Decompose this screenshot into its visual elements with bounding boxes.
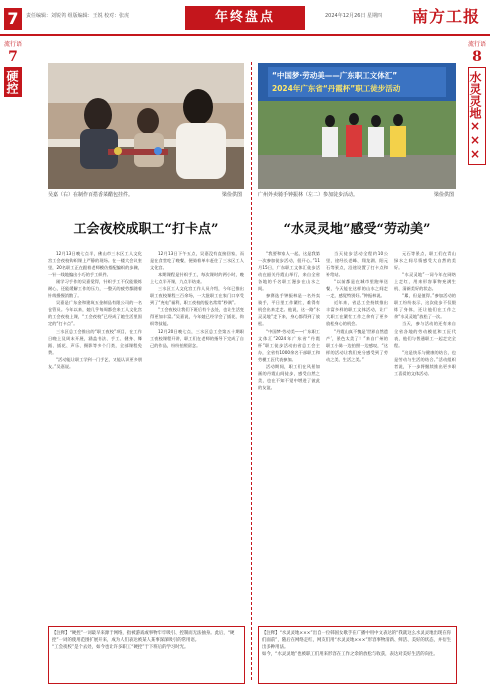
- paragraph: 当天，参与活动的还有来自全省各地的劳动模范和工匠代表，他们与普通职工一起走完全程。: [394, 321, 456, 348]
- note-paragraph: “工会夜校”是个去处，如今也让许多职工“硬控”于下班后的学习时光。: [52, 645, 189, 650]
- right-article-col3: [394, 250, 456, 622]
- page-header: [0, 0, 490, 40]
- paragraph: 吴嘉是广东金和建筑五金制品有限公司的一名仓管员。今年以来，她几乎每周都会来工人文化宫的工会夜校上课，“工会夜校”已经成了她生活里固定的“打卡点”。: [48, 300, 142, 327]
- right-photo-credit: 梁俭供图: [434, 192, 455, 198]
- workshop-photo-illustration: [48, 63, 244, 189]
- hiking-photo-illustration: [258, 63, 456, 189]
- paragraph: 12月20日晚七点，三水区总工会第五十期职工夜校课程开讲，职工们在老师的指导下完成了自己的作品，纷纷拍照留念。: [150, 328, 244, 348]
- paragraph: 本期课程是针织手工，每次课时约两小时，晚上七点半开课，九点半结束。: [150, 272, 244, 285]
- paragraph: “活动能让职工学到一门手艺，又能认识更多朋友。”吴嘉说。: [48, 356, 142, 369]
- right-article-title: “水灵灵地”感受“劳动美”: [283, 222, 431, 237]
- side-label-number: 7: [8, 48, 18, 65]
- left-article-note: [48, 626, 245, 684]
- newspaper-brand: 南方工报: [411, 7, 480, 26]
- paragraph: 刚学习手作的吴嘉觉得，针织手工不仅能锻炼耐心，还能缓解工作的压力，一整天的疲劳都随着针线慢慢消散了。: [48, 279, 142, 299]
- right-photo-caption-text: 广州外卖骑手钟振林（左二）参加徒步活动。: [258, 192, 359, 198]
- header-rule: [0, 34, 490, 36]
- photo-banner-line2: 2024年广东省“丹霞杯”职工徒步活动: [272, 84, 401, 93]
- right-article-col1: [258, 250, 320, 622]
- paragraph: 12月13日下午五点，吴嘉没有直接回家，而是在食堂吃了晚餐，便骑着单车赶往了三水区工人文化宫。: [150, 251, 244, 271]
- column-divider: [251, 62, 252, 680]
- note-paragraph: 【注释】“水灵灵地×××”出自一位韩国女歌手在广播中用中文表达的“我就这么水灵灵地出现在你们面前”，随后在网络走红，网友们用“水灵灵地×××”形容事物清新、鲜活、美好的状态，并衍生出多种用法。: [262, 631, 452, 650]
- paragraph: “累，但是值得。”参加活动的职工纷纷表示，这次徒步不仅锻炼了身体，还让他们在工作之余“水灵灵地”放松了一次。: [394, 293, 456, 320]
- left-photo-caption: [48, 191, 133, 198]
- paragraph: “水灵灵地”一词今年在网络上走红，用来形容事物充满生机、清新美好的状态。: [394, 272, 456, 292]
- left-photo-caption-text: 吴嘉（右）在制作百搭香菜醋包挂件。: [48, 192, 134, 198]
- right-photo-caption: [258, 191, 358, 198]
- right-article-note: [258, 626, 457, 684]
- right-sidebar-label: [466, 42, 488, 165]
- section-title: 年终盘点: [185, 6, 305, 30]
- paragraph: 参赛选手钟振林是一名外卖骑手，平日里工作繁忙，难得有机会出来走走。他说，这一路“水灵灵地”走下来，身心都得到了放松。: [258, 293, 320, 327]
- paragraph: “丹霞山真不愧是‘世界自然遗产’，景色太美了！”来自广州的职工小陈一边拍照一边感叹，“这样的活动让我们充分感受到了劳动之美、生活之美。”: [326, 328, 388, 362]
- paragraph: 活动期间，职工们在风景如画的丹霞山间徒步，感受自然之美，也在不知不觉中增进了彼此的友谊。: [258, 363, 320, 390]
- paragraph: “我要和家人一起，这是我第一次参加徒步活动，很开心。”11月15日，广东职工文体汇徒步活动在韶关丹霞山举行，来自全省各地的千名职工漫步在山水之间。: [258, 251, 320, 292]
- note-paragraph: 【注释】“硬控”一词最早来源于网络，指被游戏或事物牢牢吸引、控制而无法抽身。此后，“硬控”一词的使用范围扩展开来，成为人们表达被某人某事深深吸引的常用语。: [52, 631, 235, 643]
- paragraph: 近年来，省总工会持续推出丰富多样的职工文体活动，让广大职工在繁忙工作之余有了更多放松身心的机会。: [326, 300, 388, 327]
- issue-date: 2024年12月26日 星期四: [325, 13, 383, 19]
- paragraph: 当天徒步活动全程约10公里，途经长老峰、翔龙湖、阳元石等景点，沿途设置了打卡点和补给站。: [326, 251, 388, 278]
- paragraph: “工会夜校让我们下班后有个去处，也让生活变得更加丰富。”吴嘉说，今年她已经学会了插花、钩织等技能。: [150, 307, 244, 327]
- workshop-photo: [48, 63, 244, 189]
- side-label-number: 8: [472, 48, 482, 65]
- left-sidebar-label: [2, 42, 24, 97]
- paragraph: 元石等景点，职工们在青山绿水之间尽情感受大自然的美好。: [394, 251, 456, 271]
- paragraph: “中国梦·劳动美——广东职工文体汇”2024年广东省“丹霞杯”职工徒步活动由省总工会主办，全省有1000余名干部职工和劳模工匠代表参加。: [258, 328, 320, 362]
- paragraph: 三水区总工会推出的“职工夜校”项目，在工作日晚上及周末开展，涵盖书法、手工、健身、舞蹈、插花、声乐、摄影等多个门类，全部课程免费。: [48, 328, 142, 355]
- side-label-top: 流行语: [3, 41, 22, 48]
- side-label-title: 硬控: [4, 67, 22, 97]
- paragraph: 12月13日晚七点半，佛山市三水区工人文化宫工会夜校钩织课上严静的现场。在一楼大会议室里，20名职工正在跟着老师模仿搭配编织的步骤，一针一线地编出小巧的手工织件。: [48, 251, 142, 278]
- side-label-title: 水灵灵地×××: [468, 67, 486, 165]
- paragraph: 三水区工人文化宫工作人员介绍，今年已推出职工夜校课程三百余场，一大批职工在家门口享受到了“充电”福利，职工夜校的报名常常“秒满”。: [150, 286, 244, 306]
- paragraph: “这是快乐与健康的结合，也是劳动与生活的结合。”活动组织者说，下一步将继续推出更多职工喜爱的文体活动。: [394, 349, 456, 376]
- photo-banner-line1: “中国梦·劳动美——广东职工文体汇”: [272, 71, 398, 80]
- note-paragraph: 如今，“水灵灵地”也被职工们用来形容在工作之余的放松与收获，表达对美好生活的向往。: [262, 652, 438, 657]
- left-article-col2: [150, 250, 244, 622]
- side-label-top: 流行语: [467, 41, 486, 48]
- editor-credits: 责任编辑：刘锐鸰 组版编辑：王锐 校对：张虎: [26, 13, 130, 19]
- left-photo-credit: 梁俭供图: [222, 192, 243, 198]
- left-article-title: 工会夜校成职工“打卡点”: [73, 222, 219, 237]
- right-article-col2: [326, 250, 388, 622]
- left-article-col1: [48, 250, 142, 622]
- page-number: 7: [4, 8, 22, 30]
- hiking-photo: [258, 63, 456, 189]
- paragraph: “以前都是在城市里跑单送餐，今天能在这样的山水之间走一走，感觉特别好。”钟振林说。: [326, 279, 388, 299]
